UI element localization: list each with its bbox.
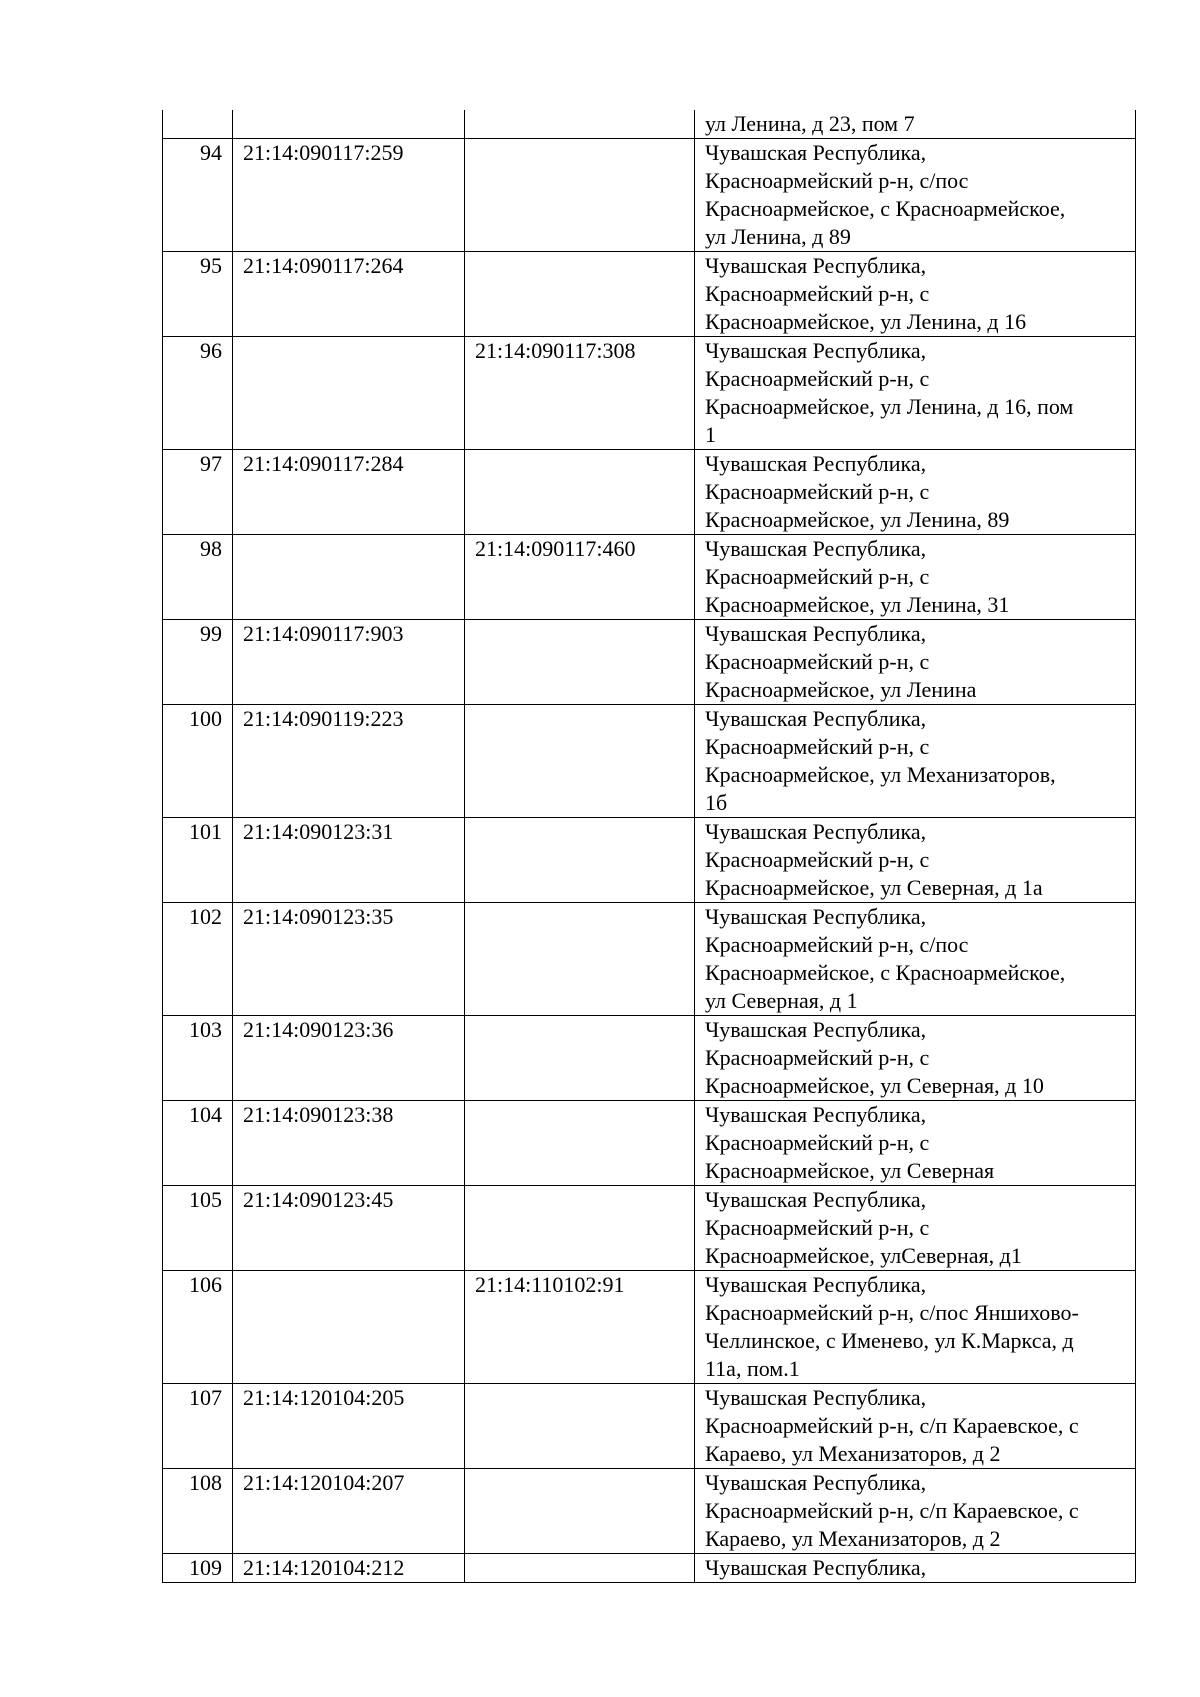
- premises-cadastral-number-cell: [465, 903, 695, 1016]
- row-number-cell: 94: [163, 139, 233, 252]
- row-number-cell: 109: [163, 1554, 233, 1583]
- premises-cadastral-number-cell: [465, 705, 695, 818]
- premises-cadastral-number-cell: 21:14:090117:460: [465, 535, 695, 620]
- premises-cadastral-number-cell: [465, 1016, 695, 1101]
- cadastral-number-cell: [233, 535, 465, 620]
- address-cell: Чувашская Республика, Красноармейский р-н, с Красноармейское, ул Северная, д 1а: [695, 818, 1136, 903]
- address-cell: Чувашская Республика, Красноармейский р-н, с/п Караевское, с Караево, ул Механизаторов, д 2: [695, 1469, 1136, 1554]
- table-row: [163, 1101, 1136, 1186]
- premises-cadastral-number-cell: [465, 1469, 695, 1554]
- table-row: [163, 110, 1136, 139]
- address-cell: Чувашская Республика, Красноармейский р-н, с Красноармейское, ул Ленина, д 16, пом 1: [695, 337, 1136, 450]
- table-row: [163, 1016, 1136, 1101]
- cadastral-number-cell: 21:14:090123:36: [233, 1016, 465, 1101]
- premises-cadastral-number-cell: [465, 1186, 695, 1271]
- address-cell: Чувашская Республика, Красноармейский р-н, с/пос Красноармейское, с Красноармейское, ул Северная, д 1: [695, 903, 1136, 1016]
- cadastral-number-cell: 21:14:120104:205: [233, 1384, 465, 1469]
- cadastral-number-cell: 21:14:090123:31: [233, 818, 465, 903]
- premises-cadastral-number-cell: [465, 1384, 695, 1469]
- address-cell: Чувашская Республика, Красноармейский р-н, с Красноармейское, ул Механизаторов, 1б: [695, 705, 1136, 818]
- table-row: [163, 1271, 1136, 1384]
- table-row: [163, 620, 1136, 705]
- address-cell: Чувашская Республика, Красноармейский р-н, с Красноармейское, улСеверная, д1: [695, 1186, 1136, 1271]
- cadastral-number-cell: [233, 337, 465, 450]
- table-row: [163, 535, 1136, 620]
- premises-cadastral-number-cell: [465, 1101, 695, 1186]
- address-cell: Чувашская Республика, Красноармейский р-н, с/п Караевское, с Караево, ул Механизаторов, д 2: [695, 1384, 1136, 1469]
- cadastral-number-cell: 21:14:090123:45: [233, 1186, 465, 1271]
- table-row: [163, 450, 1136, 535]
- table-row: [163, 1469, 1136, 1554]
- address-cell: Чувашская Республика, Красноармейский р-н, с Красноармейское, ул Северная, д 10: [695, 1016, 1136, 1101]
- cadastral-number-cell: 21:14:120104:207: [233, 1469, 465, 1554]
- table-row: [163, 337, 1136, 450]
- premises-cadastral-number-cell: [465, 252, 695, 337]
- row-number-cell: [163, 110, 233, 139]
- table-body: [163, 110, 1136, 1583]
- address-cell: Чувашская Республика, Красноармейский р-н, с Красноармейское, ул Ленина: [695, 620, 1136, 705]
- table-row: [163, 818, 1136, 903]
- row-number-cell: 99: [163, 620, 233, 705]
- row-number-cell: 103: [163, 1016, 233, 1101]
- premises-cadastral-number-cell: [465, 620, 695, 705]
- row-number-cell: 95: [163, 252, 233, 337]
- address-cell: Чувашская Республика, Красноармейский р-н, с Красноармейское, ул Ленина, 89: [695, 450, 1136, 535]
- table-row: [163, 252, 1136, 337]
- premises-cadastral-number-cell: [465, 110, 695, 139]
- address-cell: Чувашская Республика, Красноармейский р-н, с/пос Красноармейское, с Красноармейское, ул Ленина, д 89: [695, 139, 1136, 252]
- cadastral-number-cell: 21:14:090119:223: [233, 705, 465, 818]
- cadastral-number-cell: 21:14:120104:212: [233, 1554, 465, 1583]
- row-number-cell: 98: [163, 535, 233, 620]
- row-number-cell: 101: [163, 818, 233, 903]
- premises-cadastral-number-cell: [465, 450, 695, 535]
- cadastral-number-cell: 21:14:090117:259: [233, 139, 465, 252]
- cadastral-number-cell: 21:14:090117:903: [233, 620, 465, 705]
- row-number-cell: 102: [163, 903, 233, 1016]
- address-cell: Чувашская Республика, Красноармейский р-н, с/пос Яншихово- Челлинское, с Именево, ул К.Маркса, д 11а, пом.1: [695, 1271, 1136, 1384]
- table-row: [163, 705, 1136, 818]
- row-number-cell: 97: [163, 450, 233, 535]
- address-cell: Чувашская Республика, Красноармейский р-н, с Красноармейское, ул Северная: [695, 1101, 1136, 1186]
- cadastral-number-cell: 21:14:090117:264: [233, 252, 465, 337]
- cadastral-number-cell: [233, 1271, 465, 1384]
- table-row: [163, 1186, 1136, 1271]
- premises-cadastral-number-cell: 21:14:110102:91: [465, 1271, 695, 1384]
- row-number-cell: 96: [163, 337, 233, 450]
- row-number-cell: 108: [163, 1469, 233, 1554]
- row-number-cell: 100: [163, 705, 233, 818]
- cadastral-number-cell: 21:14:090123:35: [233, 903, 465, 1016]
- cadastral-number-cell: 21:14:090123:38: [233, 1101, 465, 1186]
- address-cell: Чувашская Республика, Красноармейский р-н, с Красноармейское, ул Ленина, д 16: [695, 252, 1136, 337]
- address-cell: Чувашская Республика, Красноармейский р-н, с Красноармейское, ул Ленина, 31: [695, 535, 1136, 620]
- row-number-cell: 107: [163, 1384, 233, 1469]
- cadastral-number-cell: [233, 110, 465, 139]
- table-row: [163, 1384, 1136, 1469]
- row-number-cell: 106: [163, 1271, 233, 1384]
- premises-cadastral-number-cell: [465, 139, 695, 252]
- row-number-cell: 104: [163, 1101, 233, 1186]
- address-cell: Чувашская Республика,: [695, 1554, 1136, 1583]
- address-cell: ул Ленина, д 23, пом 7: [695, 110, 1136, 139]
- table-row: [163, 903, 1136, 1016]
- premises-cadastral-number-cell: 21:14:090117:308: [465, 337, 695, 450]
- table-row: [163, 139, 1136, 252]
- table-row: [163, 1554, 1136, 1583]
- premises-cadastral-number-cell: [465, 1554, 695, 1583]
- cadastral-number-cell: 21:14:090117:284: [233, 450, 465, 535]
- property-table: [162, 110, 1136, 1583]
- premises-cadastral-number-cell: [465, 818, 695, 903]
- row-number-cell: 105: [163, 1186, 233, 1271]
